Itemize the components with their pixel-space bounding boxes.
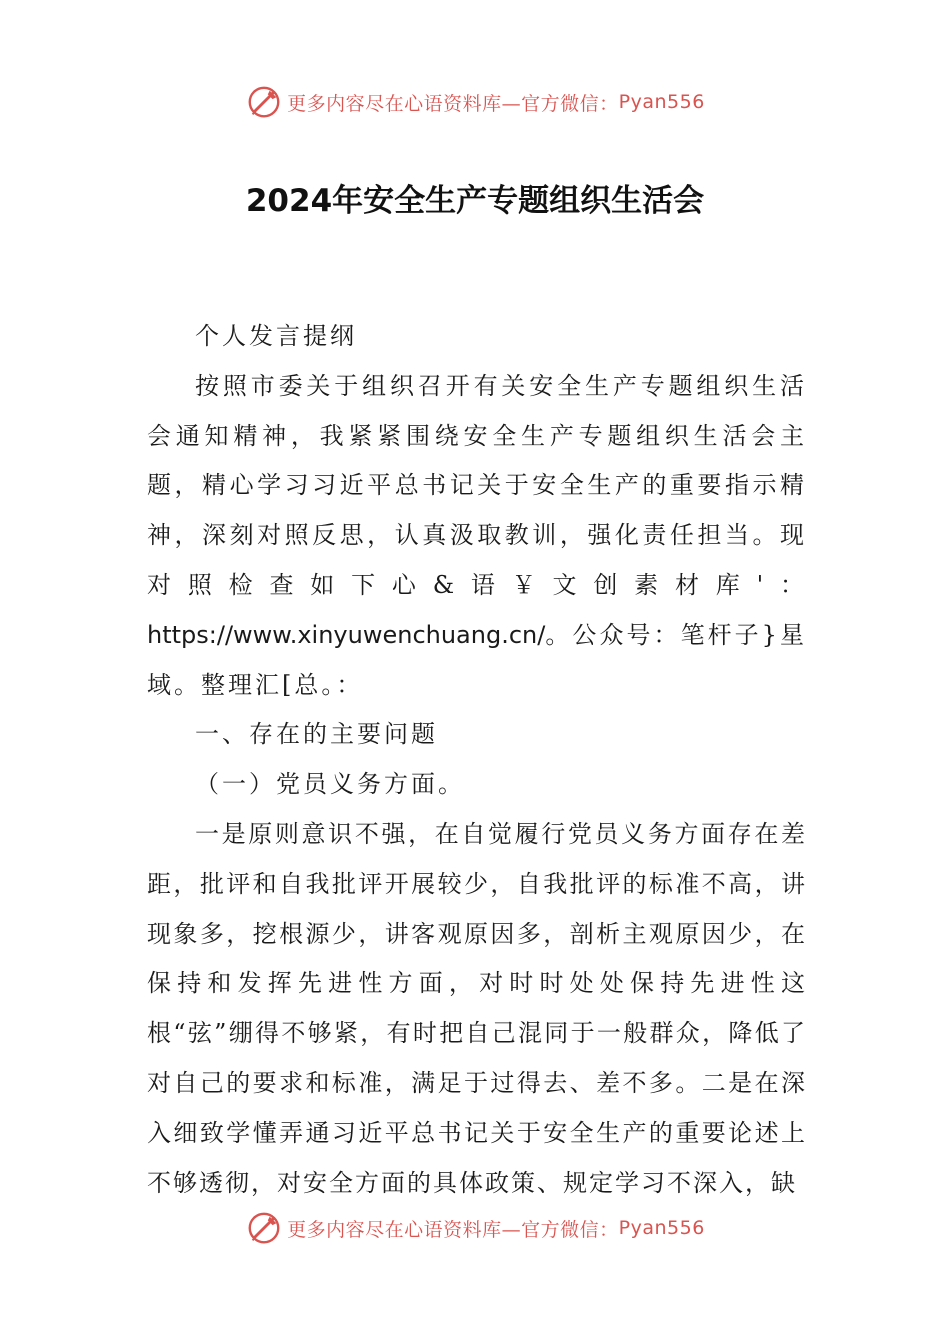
heading-section-1: 一、存在的主要问题 <box>195 720 438 749</box>
watermark-text: 更多内容尽在心语资料库—官方微信： <box>287 1218 619 1241</box>
watermark-wechat-id: Pyan556 <box>618 1217 705 1239</box>
watermark-footer <box>0 1208 950 1248</box>
pen-logo-icon <box>245 1209 283 1247</box>
paragraph-intro <box>147 362 807 711</box>
watermark-wechat-id: Pyan556 <box>618 91 705 113</box>
intro-tail: 。公众号：笔杆子}星域。整理汇[总。： <box>147 620 807 699</box>
intro-text: 按照市委关于组织召开有关安全生产专题组织生活会通知精神，我紧紧围绕安全生产专题组织生活会主题，精心学习习近平总书记关于安全生产的重要指示精神，深刻对照反思，认真汲取教训，强化责任担当。现对照检查如下心&语￥文创素材库'： <box>147 371 807 599</box>
paragraph-body: 一是原则意识不强，在自觉履行党员义务方面存在差距，批评和自我批评开展较少，自我批评的标准不高，讲现象多，挖根源少，讲客观原因多，剖析主观原因少，在保持和发挥先进性方面，对时时处处保持先进性这根“弦”绷得不够紧，有时把自己混同于一般群众，降低了对自己的要求和标准，满足于过得去、差不多。二是在深入细致学懂弄通习近平总书记关于安全生产的重要论述上不够透彻，对安全方面的具体政策、规定学习不深入，缺 <box>147 819 807 1197</box>
watermark-header <box>0 82 950 122</box>
pen-logo-icon <box>245 83 283 121</box>
document-title: 2024年安全生产专题组织生活会 <box>245 183 705 219</box>
website-url: https://www.xinyuwenchuang.cn/ <box>147 620 546 649</box>
paragraph-subtitle: 个人发言提纲 <box>195 322 357 350</box>
document-body <box>147 312 807 1208</box>
watermark-text: 更多内容尽在心语资料库—官方微信： <box>287 92 619 115</box>
heading-subsection-1: （一）党员义务方面。 <box>195 770 465 799</box>
